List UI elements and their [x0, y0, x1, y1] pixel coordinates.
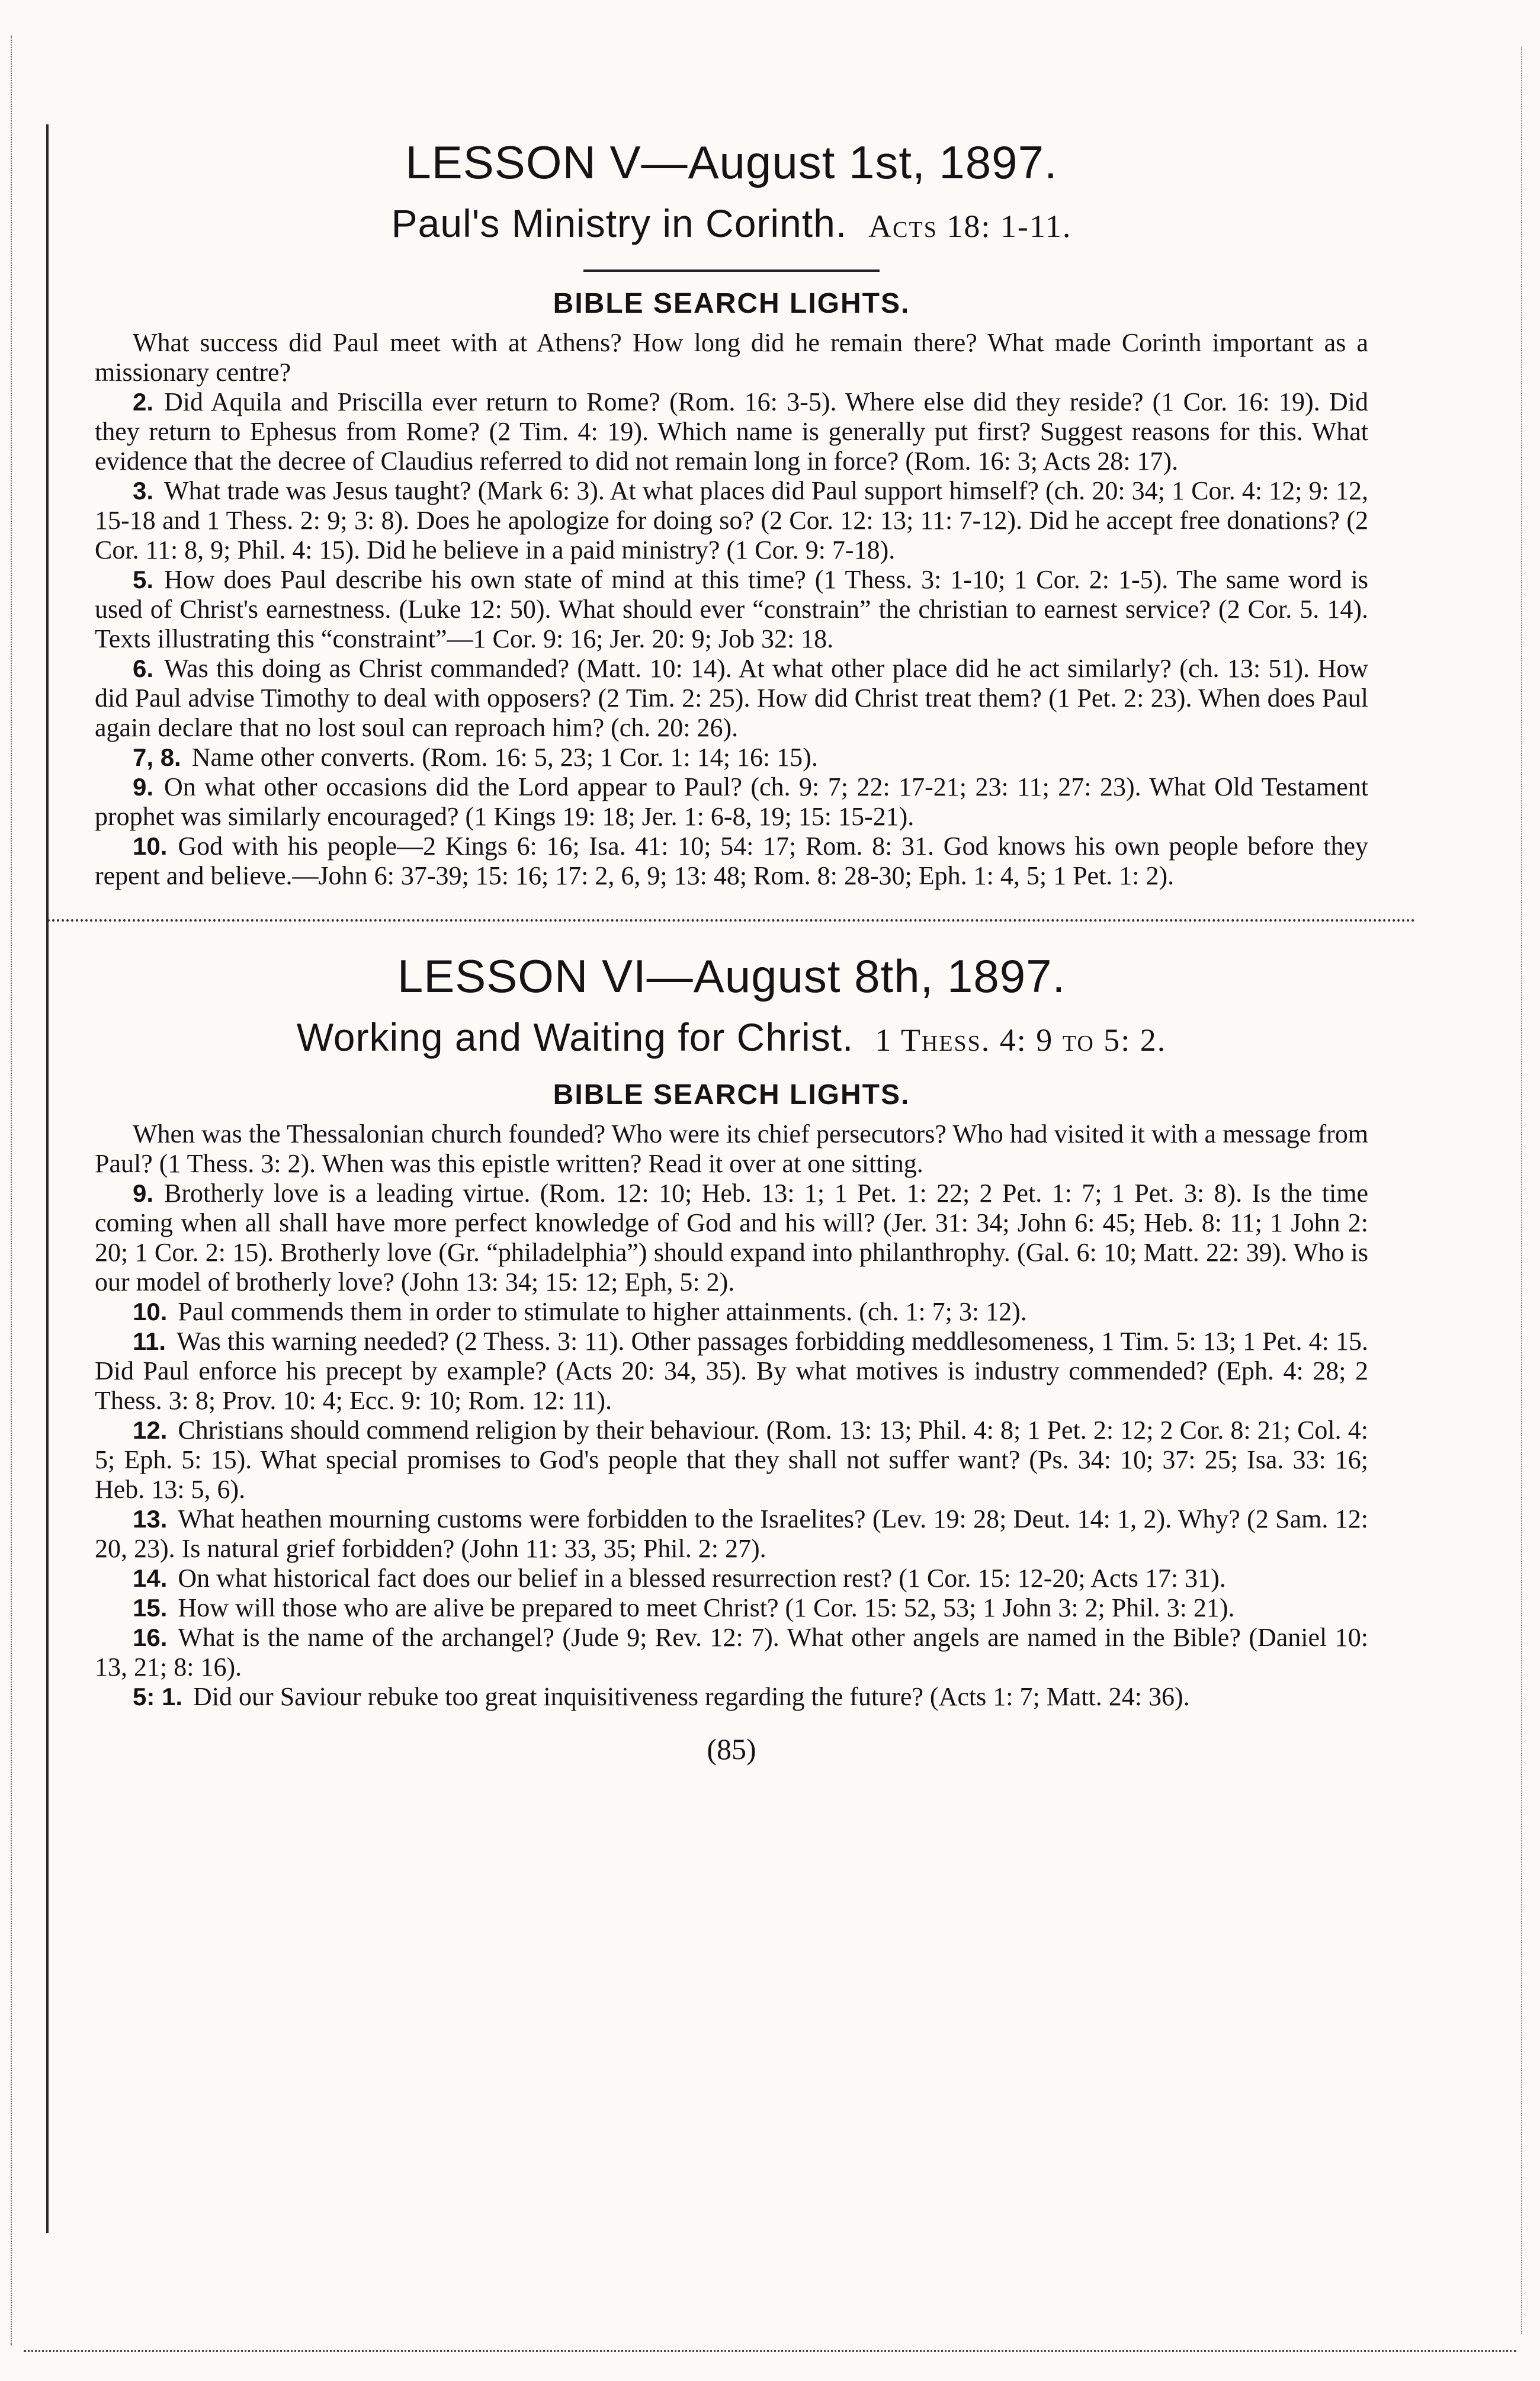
paragraph-text: Paul commends them in order to stimulate to higher attainments. (ch. 1: 7; 3: 12).	[178, 1297, 1027, 1326]
paragraph-text: On what other occasions did the Lord appear to Paul? (ch. 9: 7; 22: 17-21; 23: 11; 27: 23). What Old Testament prophet was similarly encouraged? (1 Kings 19: 18; Jer. 1: 6-8, 19; 15: 15-21).	[95, 772, 1368, 831]
scan-edge-left	[11, 36, 13, 2345]
paragraph-text: Was this doing as Christ commanded? (Matt. 10: 14). At what other place did he act similarly? (ch. 13: 51). How did Paul advise Timothy to deal with opposers? (2 Tim. 2: 25). How did Christ treat them? (1 Pet. 2: 23). When does Paul again declare that no lost soul can reproach him? (ch. 20: 26).	[95, 653, 1368, 742]
paragraph	[95, 1179, 1368, 1297]
verse-number: 9.	[133, 1179, 154, 1207]
lesson-subtitle	[95, 1014, 1368, 1061]
paragraph	[95, 1504, 1368, 1564]
paragraph	[95, 832, 1368, 891]
paragraph	[95, 1327, 1368, 1416]
verse-number: 13.	[133, 1504, 168, 1533]
lesson-v	[95, 136, 1368, 891]
scan-edge-right	[1503, 47, 1522, 2334]
lesson-reference: 1 Thess. 4: 9 to 5: 2.	[875, 1022, 1167, 1058]
verse-number: 3.	[133, 476, 154, 505]
paragraph-text: Was this warning needed? (2 Thess. 3: 11). Other passages forbidding meddlesomeness, 1 Tim. 5: 13; 1 Pet. 4: 15. Did Paul enforce his precept by example? (Acts 20: 34, 35). By what motives is industry commended? (Eph. 4: 28; 2 Thess. 3: 8; Prov. 10: 4; Ecc. 9: 10; Rom. 12: 11).	[95, 1326, 1368, 1415]
paragraph	[95, 743, 1368, 772]
lesson-subject: Paul's Ministry in Corinth.	[391, 201, 848, 245]
verse-number: 15.	[133, 1593, 168, 1622]
paragraph-text: What heathen mourning customs were forbidden to the Israelites? (Lev. 19: 28; Deut. 14: 1, 2). Why? (2 Sam. 12: 20, 23). Is natural grief forbidden? (John 11: 33, 35; Phil. 2: 27).	[95, 1504, 1368, 1563]
page-binding-line	[46, 124, 49, 2233]
paragraph-text: Did our Saviour rebuke too great inquisitiveness regarding the future? (Acts 1: 7; Matt. 24: 36).	[193, 1682, 1190, 1711]
lesson-vi	[95, 950, 1368, 1712]
verse-number: 5.	[133, 565, 154, 593]
paragraph-text: Did Aquila and Priscilla ever return to Rome? (Rom. 16: 3-5). Where else did they reside? (1 Cor. 16: 19). Did they return to Ephesus from Rome? (2 Tim. 4: 19). Which name is generally put first? Suggest reasons for this. What evidence that the decree of Claudius referred to did not remain long in force? (Rom. 16: 3; Acts 28: 17).	[95, 387, 1368, 476]
paragraph	[95, 1682, 1368, 1712]
verse-number: 16.	[133, 1623, 168, 1651]
verse-number: 2.	[133, 387, 154, 416]
paragraph-text: How does Paul describe his own state of mind at this time? (1 Thess. 3: 1-10; 1 Cor. 2: 1-5). The same word is used of Christ's earnestness. (Luke 12: 50). What should ever “constrain” the christian to earnest service? (2 Cor. 5. 14). Texts illustrating this “constraint”—1 Cor. 9: 16; Jer. 20: 9; Job 32: 18.	[95, 564, 1368, 653]
paragraph	[95, 1623, 1368, 1682]
paragraph	[95, 772, 1368, 832]
paragraph-text: Christians should commend religion by their behaviour. (Rom. 13: 13; Phil. 4: 8; 1 Pet. 2: 12; 2 Cor. 8: 21; Col. 4: 5; Eph. 5: 15). What special promises to God's people that they shall not suffer want? (Ps. 34: 10; 37: 25; Isa. 33: 16; Heb. 13: 5, 6).	[95, 1415, 1368, 1504]
bible-search-heading: BIBLE SEARCH LIGHTS.	[553, 1079, 910, 1111]
paragraph-text: What trade was Jesus taught? (Mark 6: 3). At what places did Paul support himself? (ch. 20: 34; 1 Cor. 4: 12; 9: 12, 15-18 and 1 Thess. 2: 9; 3: 8). Does he apologize for doing so? (2 Cor. 12: 13; 11: 7-12). Did he accept free donations? (2 Cor. 11: 8, 9; Phil. 4: 15). Did he believe in a paid ministry? (1 Cor. 9: 7-18).	[95, 476, 1368, 564]
verse-number: 10.	[133, 1297, 168, 1326]
paragraph	[95, 654, 1368, 743]
verse-number: 9.	[133, 772, 154, 801]
lesson-subtitle	[95, 200, 1368, 247]
paragraph-text: Brotherly love is a leading virtue. (Rom. 12: 10; Heb. 13: 1; 1 Pet. 1: 22; 2 Pet. 1: 7; 1 Pet. 3: 8). Is the time coming when all shall have more perfect knowledge of God and his will? (Jer. 31: 34; John 6: 45; Heb. 8: 11; 1 John 2: 20; 1 Cor. 2: 15). Brotherly love (Gr. “philadelphia”) should expand into philanthrophy. (Gal. 6: 10; Matt. 22: 39). Who is our model of brotherly love? (John 13: 34; 15: 12; Eph, 5: 2).	[95, 1178, 1368, 1297]
lesson-title: LESSON VI—August 8th, 1897.	[397, 949, 1066, 1002]
lesson-title: LESSON V—August 1st, 1897.	[405, 136, 1058, 188]
paragraph-text: What is the name of the archangel? (Jude 9; Rev. 12: 7). What other angels are named in the Bible? (Daniel 10: 13, 21; 8: 16).	[95, 1622, 1368, 1682]
verse-number: 6.	[133, 654, 154, 682]
lesson-reference: Acts 18: 1-11.	[868, 208, 1072, 244]
scan-edge-bottom	[24, 2350, 1516, 2352]
paragraph-text: God with his people—2 Kings 6: 16; Isa. 41: 10; 54: 17; Rom. 8: 31. God knows his own people before they repent and believe.—John 6: 37-39; 15: 16; 17: 2, 6, 9; 13: 48; Rom. 8: 28-30; Eph. 1: 4, 5; 1 Pet. 1: 2).	[95, 831, 1368, 890]
verse-number: 5: 1.	[133, 1682, 183, 1711]
paragraph	[95, 476, 1368, 565]
paragraph	[95, 1119, 1368, 1179]
title-rule	[583, 269, 880, 272]
verse-number: 12.	[133, 1416, 168, 1444]
paragraph-text: What success did Paul meet with at Athens? How long did he remain there? What made Corinth important as a missionary centre?	[95, 328, 1368, 387]
paragraph	[95, 565, 1368, 654]
paragraph	[95, 387, 1368, 476]
page-content	[95, 136, 1368, 1766]
verse-number: 10.	[133, 832, 168, 860]
paragraph	[95, 1564, 1368, 1593]
paragraph	[95, 1416, 1368, 1504]
paragraph-text: When was the Thessalonian church founded? Who were its chief persecutors? Who had visited it with a message from Paul? (1 Thess. 3: 2). When was this epistle written? Read it over at one sitting.	[95, 1119, 1368, 1178]
paragraph-text: On what historical fact does our belief in a blessed resurrection rest? (1 Cor. 15: 12-20; Acts 17: 31).	[178, 1563, 1226, 1593]
bible-search-heading: BIBLE SEARCH LIGHTS.	[553, 287, 910, 319]
verse-number: 7, 8.	[133, 743, 181, 771]
section-divider	[47, 919, 1416, 922]
paragraph	[95, 1593, 1368, 1623]
paragraph	[95, 328, 1368, 387]
paragraph-text: How will those who are alive be prepared to meet Christ? (1 Cor. 15: 52, 53; 1 John 3: 2; Phil. 3: 21).	[178, 1593, 1235, 1622]
lesson-subject: Working and Waiting for Christ.	[296, 1015, 854, 1059]
verse-number: 14.	[133, 1564, 168, 1592]
page-number: (85)	[707, 1732, 756, 1766]
verse-number: 11.	[133, 1327, 166, 1355]
paragraph	[95, 1297, 1368, 1327]
paragraph-text: Name other converts. (Rom. 16: 5, 23; 1 Cor. 1: 14; 16: 15).	[191, 742, 818, 772]
